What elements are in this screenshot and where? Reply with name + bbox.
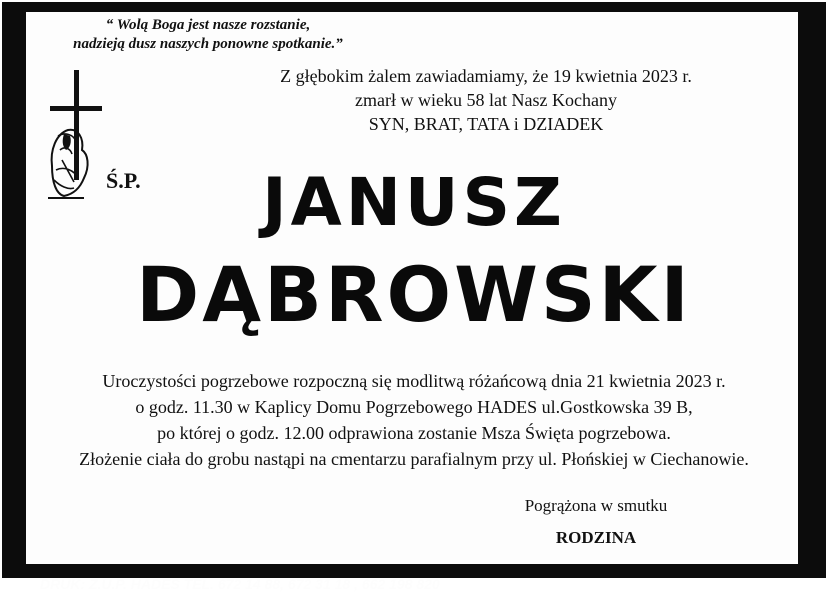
sp-abbreviation: Ś.P. [106,168,141,193]
deceased-first-name: JANUSZ [262,164,566,241]
motto-line-2: nadzieją dusz naszych ponowne spotkanie.” [73,36,343,52]
printer-footer: DRUK: Z.U.P. HADES TEL. 672 14 88, 672 31 18 , 662 198 820 [40,576,440,592]
funeral-details [26,368,802,472]
details-line-2: o godz. 11.30 w Kaplicy Domu Pogrzebowego HADES ul.Gostkowska 39 B, [135,397,693,417]
details-line-4: Złożenie ciała do grobu nastąpi na cmentarzu parafialnym przy ul. Płońskiej w Ciechanowie. [79,449,749,469]
motto-quote [38,16,378,54]
details-line-3: po której o godz. 12.00 odprawiona zostanie Msza Święta pogrzebowa. [157,423,671,443]
details-line-1: Uroczystości pogrzebowe rozpoczną się modlitwą różańcową dnia 21 kwietnia 2023 r. [102,371,726,391]
announcement-intro [236,64,736,136]
intro-line-1: Z głębokim żalem zawiadamiamy, że 19 kwietnia 2023 r. [280,66,692,86]
family-signature: RODZINA [555,528,637,547]
obituary-card [24,10,800,566]
motto-line-1: “ Wolą Boga jest nasze rozstanie, [105,17,311,33]
intro-line-3: SYN, BRAT, TATA i DZIADEK [368,114,604,134]
deceased-last-name: DĄBROWSKI [136,250,692,339]
intro-line-2: zmarł w wieku 58 lat Nasz Kochany [355,90,617,110]
mourning-text: Pogrążona w smutku [524,496,668,515]
